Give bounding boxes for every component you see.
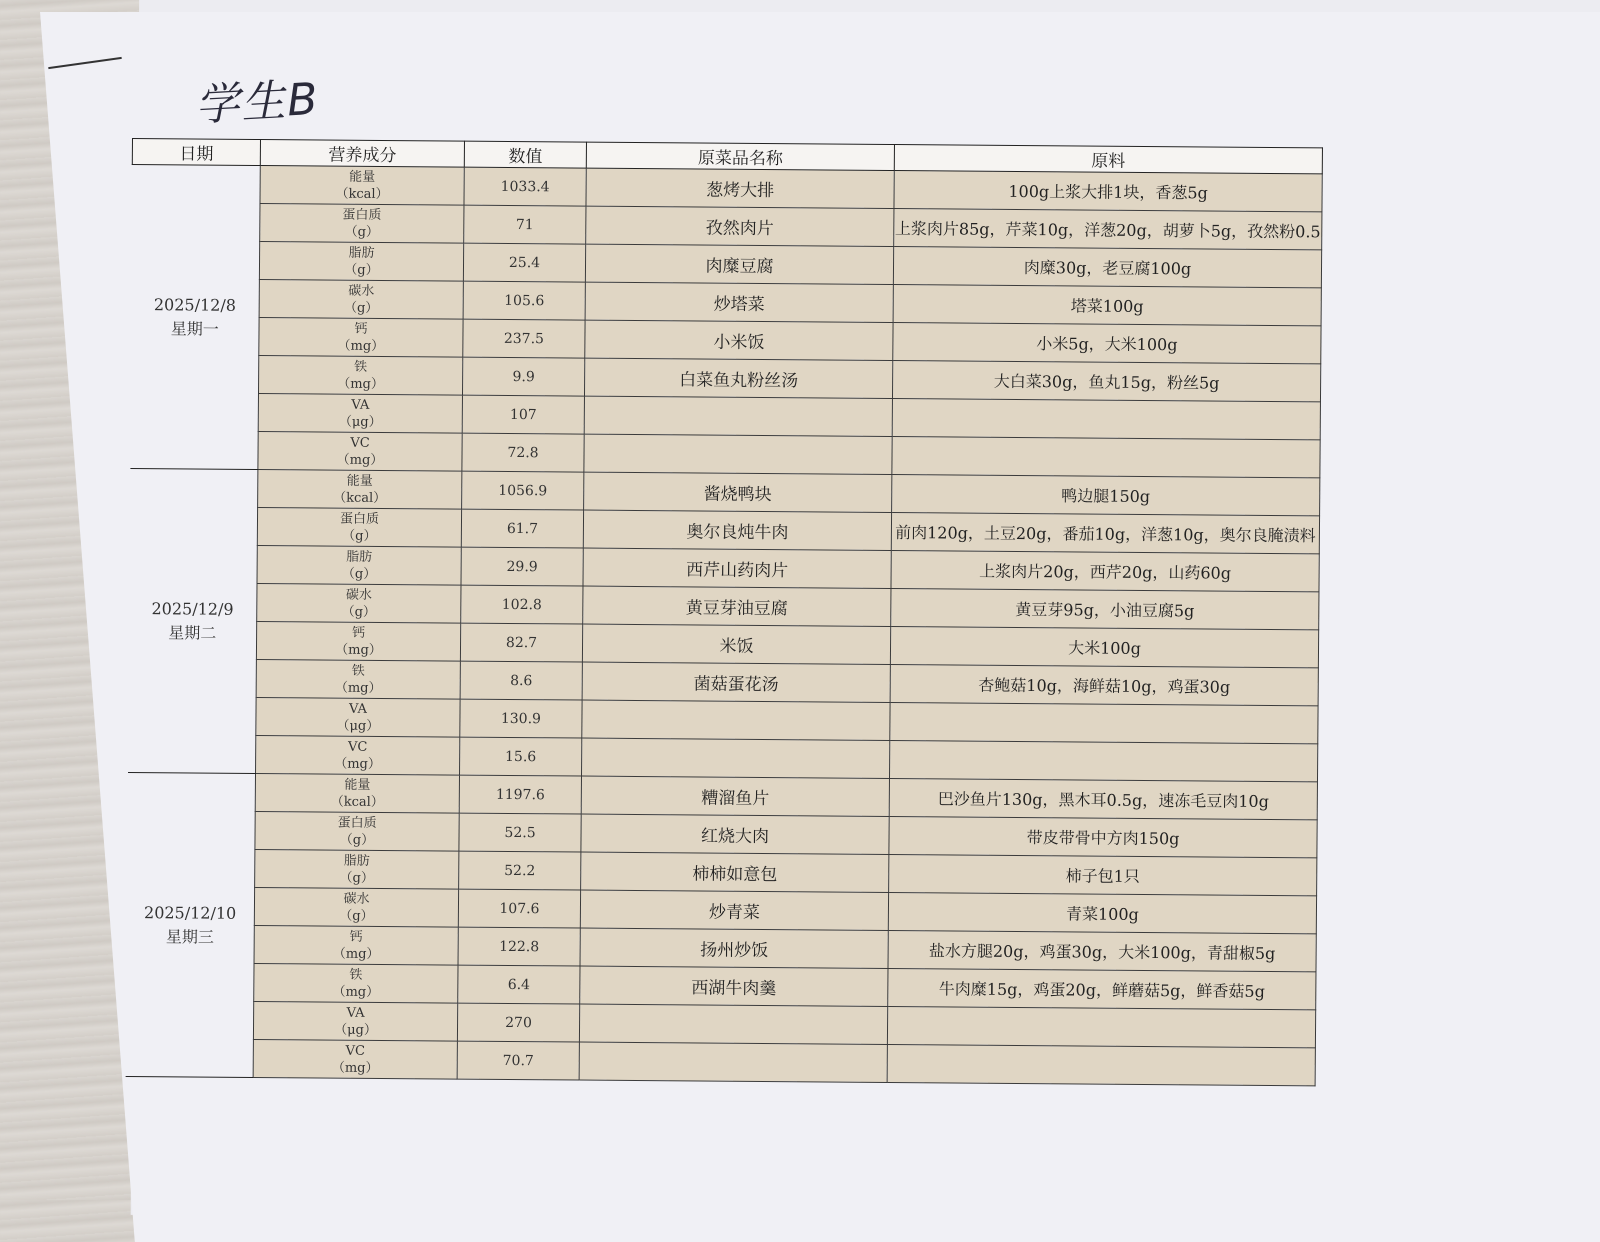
nutrient-name: 铁 xyxy=(354,359,368,375)
nutrient-unit: （g） xyxy=(339,832,375,848)
nutrient-name: VC xyxy=(350,435,370,451)
value-cell: 72.8 xyxy=(462,433,584,472)
ingredients-cell: 带皮带骨中方肉150g xyxy=(889,816,1317,857)
dish-cell: 白菜鱼丸粉丝汤 xyxy=(584,358,892,398)
value-cell: 122.8 xyxy=(458,927,580,966)
ingredients-cell: 盐水方腿20g，鸡蛋30g，大米100g，青甜椒5g xyxy=(888,930,1316,971)
nutrient-name: 铁 xyxy=(351,663,365,679)
nutrient-cell xyxy=(260,166,464,206)
nutrient-cell xyxy=(253,1039,457,1079)
dish-cell xyxy=(582,700,890,740)
nutrient-unit: （g） xyxy=(344,224,379,240)
header-ingredients: 原料 xyxy=(894,144,1322,173)
nutrient-unit: （mg） xyxy=(331,1060,379,1076)
nutrient-unit: （kcal） xyxy=(335,186,389,202)
nutrient-cell xyxy=(257,583,461,623)
nutrient-unit: （kcal） xyxy=(330,794,384,810)
nutrient-unit: （kcal） xyxy=(333,490,387,506)
nutrient-name: 蛋白质 xyxy=(342,207,382,223)
date-cell xyxy=(128,468,258,773)
ingredients-cell: 柿子包1只 xyxy=(889,854,1317,895)
ingredients-cell xyxy=(887,1006,1315,1047)
nutrient-unit: （mg） xyxy=(337,376,384,392)
nutrient-unit: （g） xyxy=(339,870,374,886)
value-cell: 1197.6 xyxy=(459,775,581,814)
dish-cell xyxy=(579,1042,887,1082)
nutrient-cell xyxy=(258,469,462,509)
ingredients-cell xyxy=(889,740,1317,781)
date-cell xyxy=(125,772,255,1077)
dish-cell: 柿柿如意包 xyxy=(581,852,889,892)
nutrient-unit: （g） xyxy=(339,908,374,924)
ingredients-cell: 100g上浆大排1块，香葱5g xyxy=(894,170,1322,211)
ingredients-cell: 青菜100g xyxy=(888,892,1316,933)
ingredients-cell: 前肉120g，土豆20g，番茄10g，洋葱10g，奥尔良腌渍料 xyxy=(891,512,1319,553)
dish-cell xyxy=(579,1004,887,1044)
weekday-text: 星期二 xyxy=(168,622,217,643)
date-text: 2025/12/9 xyxy=(151,598,234,619)
dish-cell: 菌菇蛋花汤 xyxy=(582,662,890,702)
value-cell: 8.6 xyxy=(460,661,582,700)
dish-cell: 炒青菜 xyxy=(580,890,888,930)
dish-cell: 扬州炒饭 xyxy=(580,928,888,968)
nutrient-name: 能量 xyxy=(349,169,376,185)
nutrient-name: 蛋白质 xyxy=(339,511,380,527)
nutrient-name: 碳水 xyxy=(345,587,372,603)
nutrient-cell xyxy=(254,963,458,1003)
ingredients-cell: 巴沙鱼片130g，黑木耳0.5g，速冻毛豆肉10g xyxy=(889,778,1317,819)
value-cell: 130.9 xyxy=(460,699,582,738)
ingredients-cell: 小米5g，大米100g xyxy=(893,322,1321,363)
value-cell: 270 xyxy=(457,1003,579,1042)
value-cell: 52.2 xyxy=(459,851,581,890)
value-cell: 29.9 xyxy=(461,547,583,586)
nutrient-cell xyxy=(257,507,461,547)
value-cell: 105.6 xyxy=(463,281,585,320)
table-body xyxy=(125,165,1322,1086)
ingredients-cell xyxy=(892,398,1320,439)
ingredients-cell: 肉糜30g，老豆腐100g xyxy=(893,246,1321,287)
nutrient-name: 钙 xyxy=(349,929,363,945)
nutrient-cell xyxy=(258,356,462,396)
nutrition-table-sheet xyxy=(125,138,1323,1086)
header-value: 数值 xyxy=(464,141,586,168)
ingredients-cell: 大白菜30g，鱼丸15g，粉丝5g xyxy=(892,360,1320,401)
header-dish: 原菜品名称 xyxy=(586,142,894,170)
nutrient-cell xyxy=(255,849,459,889)
nutrient-name: 钙 xyxy=(352,625,366,641)
nutrient-unit: （μg） xyxy=(336,718,380,734)
nutrient-unit: （g） xyxy=(343,300,379,316)
ingredients-cell: 牛肉糜15g，鸡蛋20g，鲜蘑菇5g，鲜香菇5g xyxy=(888,968,1316,1009)
nutrient-unit: （g） xyxy=(341,604,377,620)
nutrient-cell xyxy=(254,887,458,927)
nutrient-unit: （g） xyxy=(341,566,377,582)
nutrient-cell xyxy=(256,659,460,699)
nutrient-unit: （mg） xyxy=(334,756,381,772)
header-nutrient: 营养成分 xyxy=(260,140,464,168)
nutrient-cell xyxy=(256,735,460,775)
nutrient-cell xyxy=(254,925,458,965)
nutrient-name: 脂肪 xyxy=(343,853,370,869)
nutrient-name: VA xyxy=(351,397,370,413)
nutrient-name: 钙 xyxy=(354,321,368,337)
nutrient-unit: （mg） xyxy=(335,642,382,658)
nutrient-unit: （mg） xyxy=(332,984,380,1000)
value-cell: 82.7 xyxy=(460,623,582,662)
value-cell: 71 xyxy=(464,205,586,244)
nutrient-name: 碳水 xyxy=(348,283,375,299)
ingredients-cell xyxy=(890,702,1318,743)
nutrient-unit: （μg） xyxy=(338,414,382,430)
ingredients-cell: 塔菜100g xyxy=(893,284,1321,325)
header-date: 日期 xyxy=(132,139,260,166)
nutrient-unit: （mg） xyxy=(337,338,385,354)
ingredients-cell: 鸭边腿150g xyxy=(892,474,1320,515)
value-cell: 15.6 xyxy=(460,737,582,776)
nutrient-cell xyxy=(259,242,463,282)
dish-cell: 小米饭 xyxy=(585,320,893,360)
nutrient-name: VA xyxy=(346,1005,365,1021)
nutrient-name: VC xyxy=(347,739,368,755)
dish-cell xyxy=(582,738,890,778)
ingredients-cell: 杏鲍菇10g，海鲜菇10g，鸡蛋30g xyxy=(890,664,1318,705)
value-cell: 237.5 xyxy=(463,319,585,358)
ingredients-cell: 黄豆芽95g，小油豆腐5g xyxy=(891,588,1319,629)
dish-cell: 西湖牛肉羹 xyxy=(580,966,888,1006)
ingredients-cell xyxy=(892,436,1320,477)
dish-cell: 炒塔菜 xyxy=(585,282,893,322)
nutrient-name: 碳水 xyxy=(343,891,370,907)
weekday-text: 星期一 xyxy=(170,318,219,339)
nutrient-name: 能量 xyxy=(344,777,371,793)
nutrient-name: 铁 xyxy=(349,967,363,983)
nutrient-name: 能量 xyxy=(346,473,373,489)
dish-cell: 肉糜豆腐 xyxy=(585,244,893,284)
nutrition-table xyxy=(125,138,1323,1086)
weekday-text: 星期三 xyxy=(165,926,215,947)
nutrient-unit: （mg） xyxy=(336,452,384,468)
handwritten-title: 学生B xyxy=(193,73,321,132)
dish-cell: 孜然肉片 xyxy=(586,206,894,246)
ingredients-cell: 大米100g xyxy=(890,626,1318,667)
nutrient-cell xyxy=(256,621,460,661)
nutrient-unit: （g） xyxy=(342,528,377,544)
nutrient-name: VA xyxy=(349,701,368,717)
nutrient-cell xyxy=(259,280,463,320)
ingredients-cell xyxy=(887,1044,1315,1085)
value-cell: 6.4 xyxy=(458,965,580,1004)
nutrient-cell xyxy=(255,773,459,813)
dish-cell xyxy=(584,396,892,436)
dish-cell: 糟溜鱼片 xyxy=(581,776,889,816)
value-cell: 1056.9 xyxy=(462,471,584,510)
nutrient-cell xyxy=(259,318,463,358)
dish-cell: 奥尔良炖牛肉 xyxy=(583,510,891,550)
nutrient-cell xyxy=(255,811,459,851)
nutrient-cell xyxy=(260,204,464,244)
nutrient-unit: （mg） xyxy=(332,946,380,962)
dish-cell: 黄豆芽油豆腐 xyxy=(583,586,891,626)
nutrient-unit: （g） xyxy=(344,262,379,278)
date-text: 2025/12/10 xyxy=(143,902,237,923)
value-cell: 107.6 xyxy=(458,889,580,928)
nutrient-cell xyxy=(258,432,462,472)
nutrient-name: 脂肪 xyxy=(348,245,375,261)
nutrient-name: 蛋白质 xyxy=(337,815,377,831)
value-cell: 52.5 xyxy=(459,813,581,852)
date-text: 2025/12/8 xyxy=(153,294,237,315)
value-cell: 1033.4 xyxy=(464,167,586,206)
dish-cell: 红烧大肉 xyxy=(581,814,889,854)
ingredients-cell: 上浆肉片85g，芹菜10g，洋葱20g，胡萝卜5g，孜然粉0.5 xyxy=(894,208,1322,249)
nutrient-cell xyxy=(253,1001,457,1041)
value-cell: 61.7 xyxy=(461,509,583,548)
value-cell: 102.8 xyxy=(461,585,583,624)
nutrient-cell xyxy=(256,697,460,737)
nutrient-cell xyxy=(257,545,461,585)
value-cell: 25.4 xyxy=(463,243,585,282)
nutrient-cell xyxy=(258,394,462,434)
dish-cell: 米饭 xyxy=(582,624,890,664)
dish-cell: 西芹山药肉片 xyxy=(583,548,891,588)
nutrient-unit: （mg） xyxy=(334,680,382,696)
ingredients-cell: 上浆肉片20g，西芹20g，山药60g xyxy=(891,550,1319,591)
value-cell: 9.9 xyxy=(462,357,584,396)
dish-cell: 葱烤大排 xyxy=(586,168,894,208)
nutrient-name: 脂肪 xyxy=(346,549,373,565)
nutrient-unit: （μg） xyxy=(334,1022,377,1038)
date-cell xyxy=(130,165,260,470)
value-cell: 70.7 xyxy=(457,1041,579,1080)
value-cell: 107 xyxy=(462,395,584,434)
dish-cell xyxy=(584,434,892,474)
dish-cell: 酱烧鸭块 xyxy=(584,472,892,512)
nutrient-name: VC xyxy=(345,1043,366,1059)
